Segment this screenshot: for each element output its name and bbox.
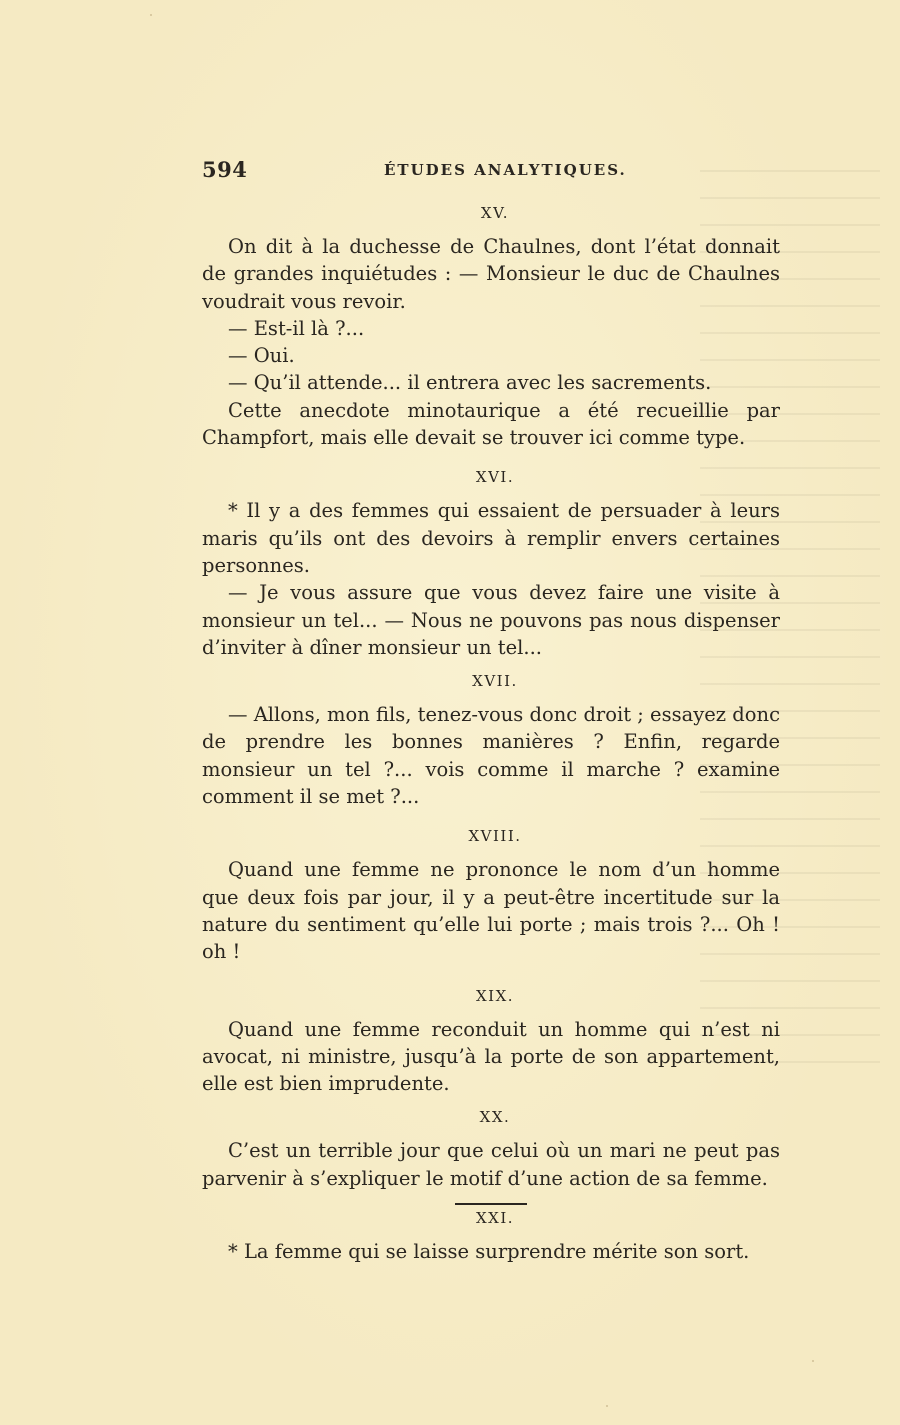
- paper-speck: [150, 14, 152, 16]
- main-text: [202, 203, 780, 1265]
- section-xvi: [202, 467, 780, 661]
- paper-speck: [812, 1360, 814, 1362]
- paragraph: — Qu’il attende... il entrera avec les sacrements.: [228, 371, 712, 395]
- section-heading: XVIII.: [468, 827, 522, 846]
- paragraph: Cette anecdote minotaurique a été recueillie par Champfort, mais elle devait se trouver ici comme type.: [202, 398, 780, 450]
- section-heading: XVII.: [472, 672, 518, 691]
- section-heading: XV.: [480, 204, 510, 222]
- page-number: 594: [202, 157, 248, 182]
- paragraph: C’est un terrible jour que celui où un mari ne peut pas parvenir à s’expliquer le motif d’une action de sa femme.: [202, 1139, 780, 1190]
- paragraph: Quand une femme ne prononce le nom d’un homme que deux fois par jour, il y a peut-être incertitude sur la nature du sentiment qu’elle lui porte ; mais trois ?... Oh ! oh !: [202, 858, 780, 964]
- paragraph: — Est-il là ?...: [228, 316, 365, 340]
- section-xix: [202, 986, 780, 1098]
- paragraph: * La femme qui se laisse surprendre mérite son sort.: [228, 1240, 750, 1264]
- paragraph: On dit à la duchesse de Chaulnes, dont l’état donnait de grandes inquiétudes : — Monsieur le duc de Chaulnes voudrait vous revoir.: [202, 235, 780, 313]
- section-xviii: [202, 826, 780, 965]
- paragraph: — Allons, mon fils, tenez-vous donc droit ; essayez donc de prendre les bonnes manières ? Enfin, regarde monsieur un tel ?... vois comme il marche ? examine comment il se met ?...: [202, 703, 780, 809]
- section-xxi: [202, 1208, 780, 1265]
- paper-speck: [606, 1405, 608, 1407]
- section-heading: XIX.: [475, 986, 515, 1005]
- section-heading: XXI.: [475, 1209, 515, 1228]
- section-xvii: [202, 671, 780, 810]
- section-heading: XX.: [479, 1108, 511, 1127]
- running-title: ÉTUDES ANALYTIQUES.: [384, 161, 627, 179]
- paragraph: * Il y a des femmes qui essaient de persuader à leurs maris qu’ils ont des devoirs à remplir envers certaines personnes.: [202, 499, 780, 577]
- paragraph: Quand une femme reconduit un homme qui n’est ni avocat, ni ministre, jusqu’à la porte de son appartement, elle est bien imprudente.: [202, 1017, 780, 1096]
- section-xv: [202, 203, 780, 451]
- section-xx: [202, 1107, 780, 1192]
- paragraph: — Oui.: [228, 344, 295, 368]
- running-head: [202, 157, 780, 187]
- closing-rule: [455, 1203, 527, 1205]
- paragraph: — Je vous assure que vous devez faire une visite à monsieur un tel... — Nous ne pouvons pas nous dispenser d’inviter à dîner monsieur un tel...: [202, 581, 780, 659]
- section-heading: XVI.: [475, 468, 515, 487]
